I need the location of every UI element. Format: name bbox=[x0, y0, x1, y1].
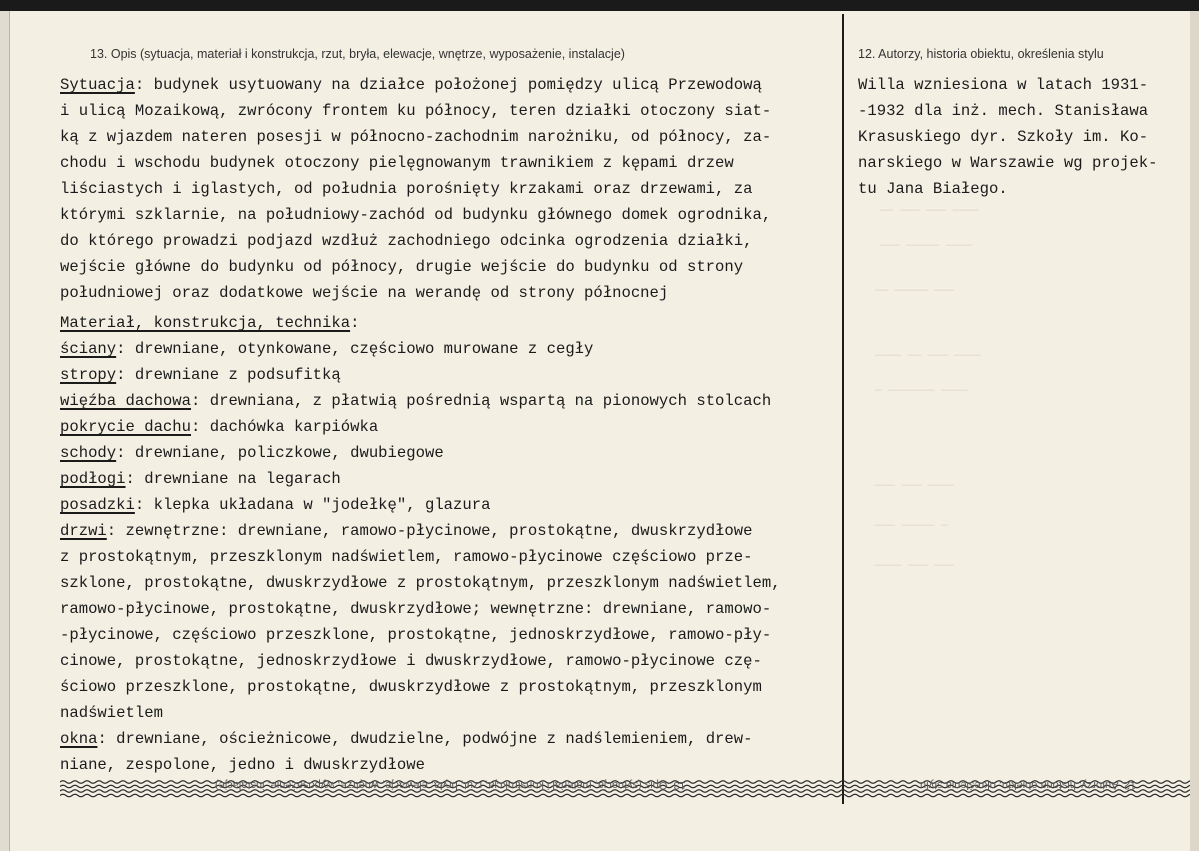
wave-line bbox=[60, 794, 1190, 797]
field-text: : drewniane z podsufitką bbox=[116, 366, 341, 384]
field-text: do którego prowadzi podjazd wzdłuż zachodniego odcinka ogrodzenia działki, bbox=[60, 232, 753, 250]
bleed-through-mark: ——— ————— — bbox=[875, 520, 948, 532]
field-text: : bbox=[350, 314, 360, 332]
field-text: chodu i wschodu budynek otoczony pielęgnowanym trawnikiem z kępami drzew bbox=[60, 154, 734, 172]
mirrored-section-13-header: 13. Opis (sytuacja, materiał i konstrukcja, rzut, bryła, elewacje, wnętrze, wyposażenie, instalacje) bbox=[215, 779, 686, 791]
mirrored-section-12-header: 12. Autorzy, historia obiektu, określenia stylu bbox=[920, 779, 1137, 791]
history-line: narskiego w Warszawie wg projek- bbox=[858, 154, 1158, 172]
field-label: pokrycie dachu bbox=[60, 418, 192, 436]
field-text: : drewniana, z płatwią pośrednią wspartą na pionowych stolcach bbox=[191, 392, 772, 410]
text-line bbox=[60, 648, 850, 674]
field-text: niane, zespolone, jedno i dwuskrzydłowe bbox=[60, 756, 425, 774]
text-line bbox=[60, 280, 850, 306]
bleed-through-mark: ——— ————— ———— bbox=[880, 240, 973, 252]
bleed-through-mark: — ——————— ———— bbox=[875, 385, 968, 397]
history-text bbox=[858, 72, 1188, 202]
text-line bbox=[60, 388, 850, 414]
text-line bbox=[60, 700, 850, 726]
field-text: którymi szklarnie, na południowy-zachód od budynku głównego domek ogrodnika, bbox=[60, 206, 772, 224]
field-text: szklone, prostokątne, dwuskrzydłowe z prostokątnym, przeszklonym nadświetlem, bbox=[60, 574, 781, 592]
field-text: : drewniane, policzkowe, dwubiegowe bbox=[116, 444, 444, 462]
field-text: : dachówka karpiówka bbox=[191, 418, 379, 436]
field-text: : drewniane, otynkowane, częściowo murowane z cegły bbox=[116, 340, 594, 358]
history-line: tu Jana Białego. bbox=[858, 180, 1008, 198]
text-line bbox=[60, 492, 850, 518]
field-label: posadzki bbox=[60, 496, 135, 514]
text-line bbox=[60, 254, 850, 280]
page-left-edge bbox=[0, 11, 10, 851]
text-line bbox=[60, 228, 850, 254]
description-text bbox=[60, 72, 850, 778]
text-line bbox=[60, 440, 850, 466]
field-text: : drewniane na legarach bbox=[125, 470, 341, 488]
text-line bbox=[60, 622, 850, 648]
text-line bbox=[60, 726, 850, 752]
text-line bbox=[60, 202, 850, 228]
field-text: -płycinowe, częściowo przeszklone, prostokątne, jednoskrzydłowe, ramowo-pły- bbox=[60, 626, 772, 644]
field-label: drzwi bbox=[60, 522, 107, 540]
field-text: liściastych i iglastych, od południa porośnięty krzakami oraz drzewami, za bbox=[60, 180, 753, 198]
text-line bbox=[60, 674, 850, 700]
text-line bbox=[60, 752, 850, 778]
text-line bbox=[60, 336, 850, 362]
text-line bbox=[60, 570, 850, 596]
field-label: podłogi bbox=[60, 470, 126, 488]
text-line bbox=[60, 518, 850, 544]
field-text: wejście główne do budynku od północy, drugie wejście do budynku od strony bbox=[60, 258, 744, 276]
field-label: Materiał, konstrukcja, technika bbox=[60, 314, 351, 332]
field-text: nadświetlem bbox=[60, 704, 163, 722]
field-text: ką z wjazdem nateren posesji w północno-zachodnim narożniku, od północy, za- bbox=[60, 128, 772, 146]
text-line bbox=[60, 150, 850, 176]
field-text: z prostokątnym, przeszklonym nadświetlem, ramowo-płycinowe częściowo prze- bbox=[60, 548, 753, 566]
text-line bbox=[60, 72, 850, 98]
field-label: stropy bbox=[60, 366, 117, 384]
text-line bbox=[60, 544, 850, 570]
bleed-through-mark: —— ——— ——— ———— bbox=[880, 205, 980, 217]
history-line: Krasuskiego dyr. Szkoły im. Ko- bbox=[858, 128, 1149, 146]
text-line bbox=[60, 414, 850, 440]
field-label: więźba dachowa bbox=[60, 392, 192, 410]
text-line bbox=[60, 176, 850, 202]
text-line bbox=[60, 362, 850, 388]
bleed-through-mark: ———— ——— ——— bbox=[875, 560, 955, 572]
field-text: : drewniane, ościeżnicowe, dwudzielne, podwójne z nadślemieniem, drew- bbox=[97, 730, 753, 748]
field-text: : klepka układana w "jodełkę", glazura bbox=[134, 496, 491, 514]
field-text: : zewnętrzne: drewniane, ramowo-płycinowe, prostokątne, dwuskrzydłowe bbox=[106, 522, 753, 540]
text-line bbox=[60, 98, 850, 124]
text-line bbox=[60, 466, 850, 492]
history-line: -1932 dla inż. mech. Stanisława bbox=[858, 102, 1149, 120]
field-text: : budynek usytuowany na działce położonej pomiędzy ulicą Przewodową bbox=[134, 76, 762, 94]
section-12-header: 12. Autorzy, historia obiektu, określenia stylu bbox=[858, 47, 1104, 61]
field-text: ściowo przeszklone, prostokątne, dwuskrzydłowe z prostokątnym, przeszklonym bbox=[60, 678, 762, 696]
bleed-through-mark: ———— —— ——— ———— bbox=[875, 350, 981, 362]
text-line bbox=[60, 596, 850, 622]
scanner-top-edge bbox=[0, 0, 1199, 11]
field-label: Sytuacja bbox=[60, 76, 135, 94]
field-label: okna bbox=[60, 730, 98, 748]
bleed-through-mark: —— ————— ——— bbox=[875, 285, 955, 297]
field-label: schody bbox=[60, 444, 117, 462]
text-line bbox=[60, 124, 850, 150]
field-text: i ulicą Mozaikową, zwrócony frontem ku północy, teren działki otoczony siat- bbox=[60, 102, 772, 120]
field-text: południowej oraz dodatkowe wejście na werandę od strony północnej bbox=[60, 284, 669, 302]
page-right-edge bbox=[1190, 11, 1199, 851]
field-text: cinowe, prostokątne, jednoskrzydłowe i dwuskrzydłowe, ramowo-płycinowe czę- bbox=[60, 652, 762, 670]
section-13-header: 13. Opis (sytuacja, materiał i konstrukcja, rzut, bryła, elewacje, wnętrze, wyposażenie, instalacje) bbox=[90, 47, 625, 61]
field-text: ramowo-płycinowe, prostokątne, dwuskrzydłowe; wewnętrzne: drewniane, ramowo- bbox=[60, 600, 772, 618]
field-label: ściany bbox=[60, 340, 117, 358]
bleed-through-mark: ——— ——— ———— bbox=[875, 480, 955, 492]
history-line: Willa wzniesiona w latach 1931- bbox=[858, 76, 1149, 94]
text-line bbox=[60, 310, 850, 336]
